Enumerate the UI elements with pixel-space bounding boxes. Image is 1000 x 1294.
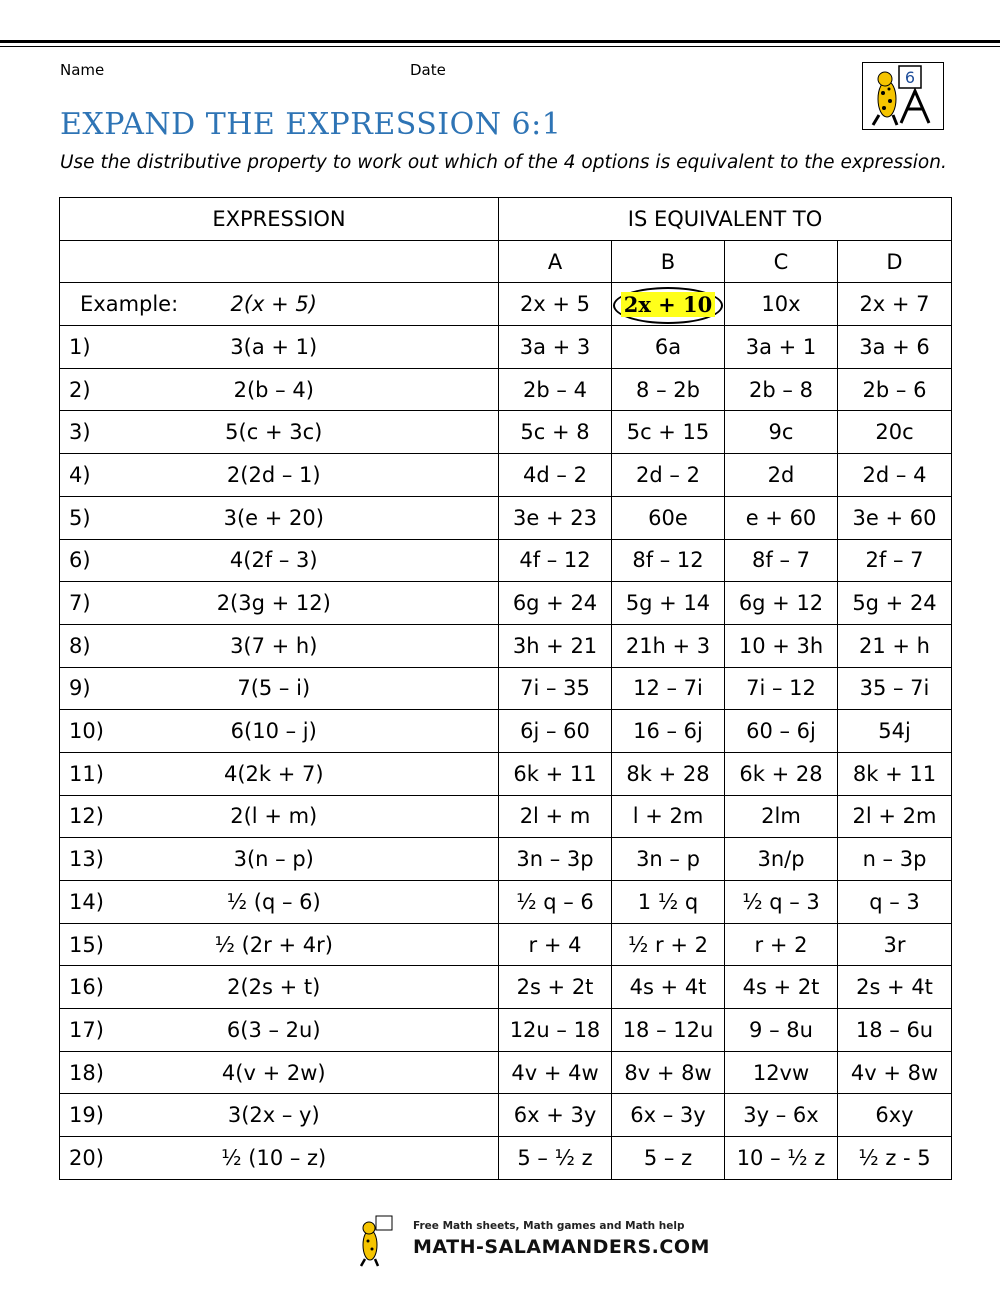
option-a: 4f – 12 — [499, 539, 612, 582]
option-d: q – 3 — [838, 881, 952, 924]
option-d: 4v + 8w — [838, 1051, 952, 1094]
option-c: 10 + 3h — [725, 624, 838, 667]
option-d: n – 3p — [838, 838, 952, 881]
option-d: ½ z - 5 — [838, 1137, 952, 1180]
option-b: 8f – 12 — [612, 539, 725, 582]
option-a: 6j – 60 — [499, 710, 612, 753]
option-a: 3h + 21 — [499, 624, 612, 667]
header-row — [60, 198, 952, 241]
table-row — [60, 1137, 952, 1180]
table-row — [60, 795, 952, 838]
top-rule — [0, 40, 1000, 43]
table-row — [60, 710, 952, 753]
option-a: 2l + m — [499, 795, 612, 838]
question-number: 7) — [60, 582, 130, 625]
option-d: 20c — [838, 411, 952, 454]
option-b: 4s + 4t — [612, 966, 725, 1009]
question-expression: 2(2d – 1) — [130, 454, 499, 497]
option-b: 16 – 6j — [612, 710, 725, 753]
option-a: 7i – 35 — [499, 667, 612, 710]
question-expression: 2(3g + 12) — [130, 582, 499, 625]
table-row — [60, 881, 952, 924]
question-number: 3) — [60, 411, 130, 454]
question-expression: 3(n – p) — [130, 838, 499, 881]
top-rule-thin — [0, 46, 1000, 47]
option-c: 3y – 6x — [725, 1094, 838, 1137]
date-label: Date — [410, 61, 446, 79]
option-c: 60 – 6j — [725, 710, 838, 753]
table-row — [60, 326, 952, 369]
option-a: 3n – 3p — [499, 838, 612, 881]
option-c: 3n/p — [725, 838, 838, 881]
option-b: 5 – z — [612, 1137, 725, 1180]
footer-brand — [356, 1213, 710, 1267]
option-c: 2b – 8 — [725, 368, 838, 411]
question-expression: 7(5 – i) — [130, 667, 499, 710]
option-a: 3a + 3 — [499, 326, 612, 369]
option-c: r + 2 — [725, 923, 838, 966]
question-expression: 3(7 + h) — [130, 624, 499, 667]
option-a: 6x + 3y — [499, 1094, 612, 1137]
footer-site: MATH-SALAMANDERS.COM — [413, 1236, 710, 1258]
equivalent-header: IS EQUIVALENT TO — [499, 198, 952, 241]
question-expression: 4(2k + 7) — [130, 752, 499, 795]
option-c: 2d — [725, 454, 838, 497]
question-expression: 2(b – 4) — [130, 368, 499, 411]
option-a: r + 4 — [499, 923, 612, 966]
footer-tagline: Free Math sheets, Math games and Math help — [413, 1220, 685, 1232]
option-d: 2b – 6 — [838, 368, 952, 411]
option-a-header: A — [499, 240, 612, 283]
option-c: 6k + 28 — [725, 752, 838, 795]
option-d: 54j — [838, 710, 952, 753]
example-option-c: 10x — [725, 283, 838, 326]
option-b: l + 2m — [612, 795, 725, 838]
option-b: 60e — [612, 496, 725, 539]
question-number: 11) — [60, 752, 130, 795]
option-c: 7i – 12 — [725, 667, 838, 710]
option-a: 6g + 24 — [499, 582, 612, 625]
option-d-header: D — [838, 240, 952, 283]
question-number: 14) — [60, 881, 130, 924]
question-expression: 2(2s + t) — [130, 966, 499, 1009]
logo-grade: 6 — [904, 68, 916, 87]
question-number: 18) — [60, 1051, 130, 1094]
option-c: 12vw — [725, 1051, 838, 1094]
highlighted-answer: 2x + 10 — [621, 292, 716, 317]
example-expression: 2(x + 5) — [130, 283, 499, 326]
option-d: 6xy — [838, 1094, 952, 1137]
option-c: 10 – ½ z — [725, 1137, 838, 1180]
question-number: 5) — [60, 496, 130, 539]
question-expression: 3(2x – y) — [130, 1094, 499, 1137]
example-label: Example: — [60, 283, 130, 326]
option-b: 18 – 12u — [612, 1009, 725, 1052]
option-b: 3n – p — [612, 838, 725, 881]
table-row — [60, 966, 952, 1009]
question-number: 10) — [60, 710, 130, 753]
option-d: 3e + 60 — [838, 496, 952, 539]
option-b: 5g + 14 — [612, 582, 725, 625]
question-expression: 5(c + 3c) — [130, 411, 499, 454]
question-number: 12) — [60, 795, 130, 838]
option-d: 2s + 4t — [838, 966, 952, 1009]
question-number: 4) — [60, 454, 130, 497]
option-b: 12 – 7i — [612, 667, 725, 710]
question-number: 15) — [60, 923, 130, 966]
option-a: 4d – 2 — [499, 454, 612, 497]
instructions: Use the distributive property to work out which of the 4 options is equivalent to the expression. — [60, 152, 947, 173]
option-a: 3e + 23 — [499, 496, 612, 539]
option-a: 6k + 11 — [499, 752, 612, 795]
table-row — [60, 1094, 952, 1137]
option-a: 12u – 18 — [499, 1009, 612, 1052]
option-a: 4v + 4w — [499, 1051, 612, 1094]
question-number: 20) — [60, 1137, 130, 1180]
option-b: 5c + 15 — [612, 411, 725, 454]
option-b: 8 – 2b — [612, 368, 725, 411]
table-row — [60, 496, 952, 539]
table-row — [60, 667, 952, 710]
option-d: 2d – 4 — [838, 454, 952, 497]
question-expression: 4(v + 2w) — [130, 1051, 499, 1094]
option-d: 21 + h — [838, 624, 952, 667]
example-option-d: 2x + 7 — [838, 283, 952, 326]
option-a: 2b – 4 — [499, 368, 612, 411]
question-number: 16) — [60, 966, 130, 1009]
question-expression: 6(10 – j) — [130, 710, 499, 753]
option-d: 3r — [838, 923, 952, 966]
salamander-logo-icon — [862, 62, 944, 130]
name-label: Name — [60, 61, 105, 79]
question-number: 6) — [60, 539, 130, 582]
option-b: 6x – 3y — [612, 1094, 725, 1137]
option-b: 8k + 28 — [612, 752, 725, 795]
question-expression: 3(e + 20) — [130, 496, 499, 539]
question-expression: 2(l + m) — [130, 795, 499, 838]
question-expression: 3(a + 1) — [130, 326, 499, 369]
page-title: EXPAND THE EXPRESSION 6:1 — [60, 107, 562, 142]
option-c-header: C — [725, 240, 838, 283]
option-b: ½ r + 2 — [612, 923, 725, 966]
question-expression: 6(3 – 2u) — [130, 1009, 499, 1052]
question-number: 13) — [60, 838, 130, 881]
question-expression: ½ (2r + 4r) — [130, 923, 499, 966]
option-b: 8v + 8w — [612, 1051, 725, 1094]
option-b: 21h + 3 — [612, 624, 725, 667]
question-expression: 4(2f – 3) — [130, 539, 499, 582]
option-c: 8f – 7 — [725, 539, 838, 582]
option-d: 35 – 7i — [838, 667, 952, 710]
option-d: 8k + 11 — [838, 752, 952, 795]
table-row — [60, 539, 952, 582]
option-b: 6a — [612, 326, 725, 369]
option-b: 1 ½ q — [612, 881, 725, 924]
question-number: 1) — [60, 326, 130, 369]
option-d: 3a + 6 — [838, 326, 952, 369]
table-row — [60, 1009, 952, 1052]
option-b: 2d – 2 — [612, 454, 725, 497]
question-expression: ½ (q – 6) — [130, 881, 499, 924]
table-row — [60, 838, 952, 881]
options-row — [60, 240, 952, 283]
option-c: 9 – 8u — [725, 1009, 838, 1052]
salamander-footer-icon — [356, 1213, 410, 1267]
option-c: 3a + 1 — [725, 326, 838, 369]
question-number: 19) — [60, 1094, 130, 1137]
option-c: ½ q – 3 — [725, 881, 838, 924]
table-row — [60, 368, 952, 411]
question-number: 17) — [60, 1009, 130, 1052]
table-row — [60, 582, 952, 625]
option-d: 18 – 6u — [838, 1009, 952, 1052]
worksheet-table — [59, 197, 952, 1180]
option-d: 5g + 24 — [838, 582, 952, 625]
option-c: e + 60 — [725, 496, 838, 539]
option-c: 2lm — [725, 795, 838, 838]
option-b-header: B — [612, 240, 725, 283]
option-c: 9c — [725, 411, 838, 454]
option-d: 2f – 7 — [838, 539, 952, 582]
question-number: 2) — [60, 368, 130, 411]
option-a: 5 – ½ z — [499, 1137, 612, 1180]
table-row — [60, 923, 952, 966]
example-row — [60, 283, 952, 326]
option-d: 2l + 2m — [838, 795, 952, 838]
option-a: 5c + 8 — [499, 411, 612, 454]
table-row — [60, 624, 952, 667]
option-c: 4s + 2t — [725, 966, 838, 1009]
option-c: 6g + 12 — [725, 582, 838, 625]
table-row — [60, 752, 952, 795]
blank-cell — [60, 240, 499, 283]
table-row — [60, 411, 952, 454]
question-number: 9) — [60, 667, 130, 710]
example-option-a: 2x + 5 — [499, 283, 612, 326]
expression-header: EXPRESSION — [60, 198, 499, 241]
question-expression: ½ (10 – z) — [130, 1137, 499, 1180]
table-row — [60, 454, 952, 497]
question-number: 8) — [60, 624, 130, 667]
option-a: 2s + 2t — [499, 966, 612, 1009]
table-row — [60, 1051, 952, 1094]
example-option-b — [612, 283, 725, 326]
option-a: ½ q – 6 — [499, 881, 612, 924]
